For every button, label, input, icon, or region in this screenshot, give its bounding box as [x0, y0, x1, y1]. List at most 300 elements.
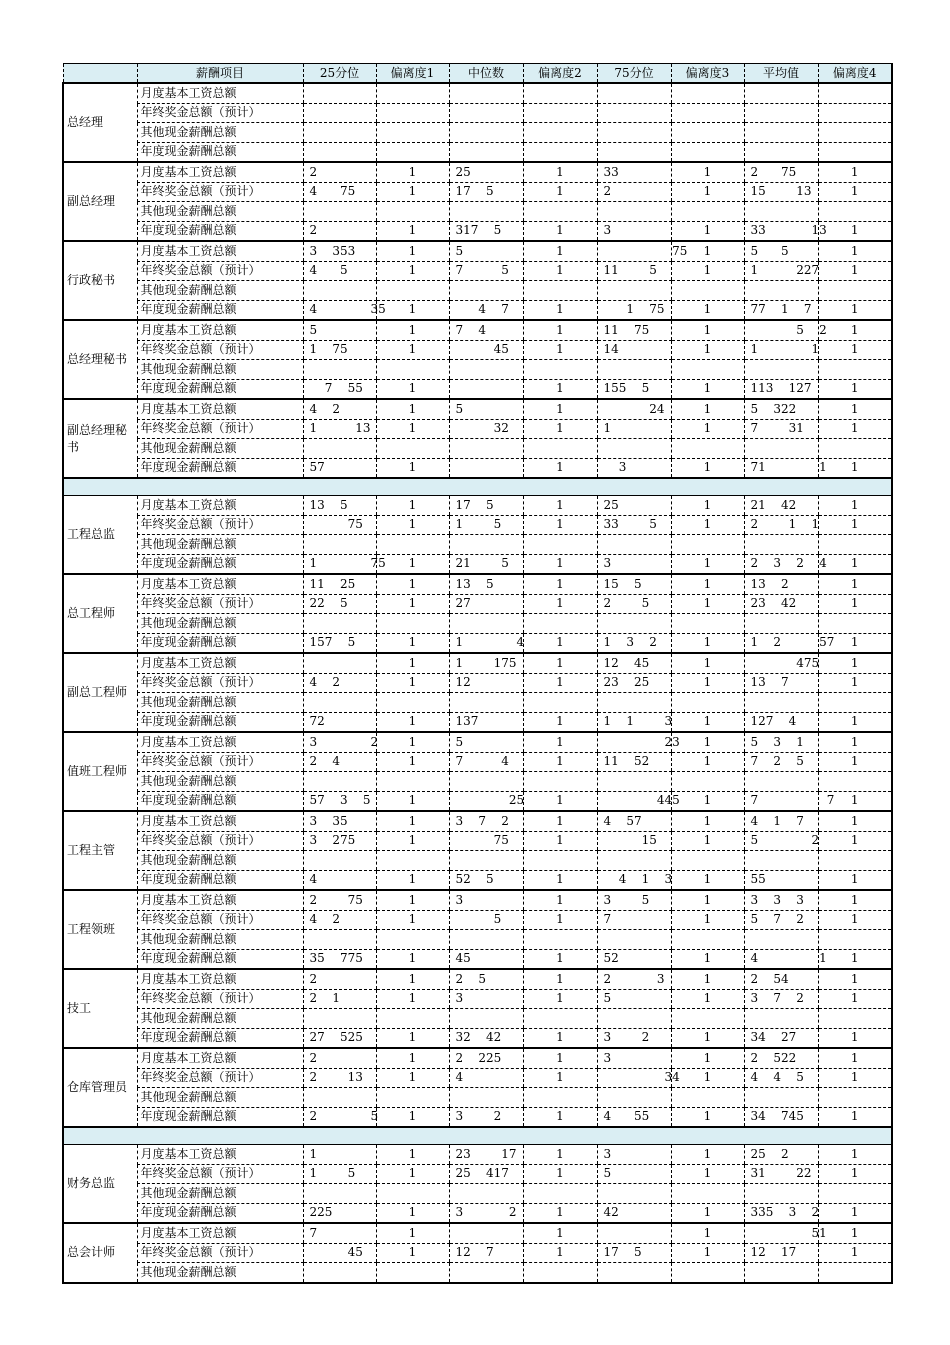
deviation-cell	[376, 772, 449, 792]
deviation-cell	[818, 851, 892, 871]
deviation-cell: 1	[818, 241, 892, 261]
separator-cell	[523, 1127, 597, 1145]
value-cell: 52	[597, 949, 671, 969]
table-row	[63, 732, 892, 752]
deviation-cell: 1	[818, 910, 892, 930]
deviation-cell: 1	[523, 1164, 597, 1184]
deviation-cell: 1	[523, 811, 597, 831]
value-cell	[449, 772, 523, 792]
value-cell: 1 2 57	[744, 633, 818, 653]
value-cell: 23 42	[744, 594, 818, 614]
deviation-cell: 1	[376, 1203, 449, 1223]
table-row	[63, 594, 892, 614]
deviation-cell: 1	[818, 419, 892, 439]
value-cell: 3 2	[303, 732, 376, 752]
deviation-cell	[376, 123, 449, 143]
deviation-cell: 1	[376, 1028, 449, 1048]
header-row	[63, 64, 892, 84]
separator-cell	[671, 478, 744, 496]
separator-cell	[449, 478, 523, 496]
deviation-cell	[671, 439, 744, 459]
value-cell	[449, 930, 523, 950]
deviation-cell: 1	[671, 1203, 744, 1223]
value-cell	[449, 83, 523, 103]
value-cell: 2 5	[449, 969, 523, 989]
item-label-cell: 年终奖金总额（预计）	[137, 261, 303, 281]
value-cell: 11 5	[597, 261, 671, 281]
value-cell: 71 1	[744, 458, 818, 478]
value-cell: 137	[449, 712, 523, 732]
value-cell	[303, 614, 376, 634]
table-row	[63, 202, 892, 222]
deviation-cell: 1	[523, 969, 597, 989]
value-cell	[597, 851, 671, 871]
value-cell	[744, 614, 818, 634]
value-cell: 7 31	[744, 419, 818, 439]
item-label-cell: 月度基本工资总额	[137, 890, 303, 910]
table-row	[63, 772, 892, 792]
value-cell: 2 1 1	[744, 515, 818, 535]
table-row	[63, 811, 892, 831]
deviation-cell	[523, 930, 597, 950]
value-cell: 1 75	[303, 554, 376, 574]
value-cell	[303, 535, 376, 555]
table-row	[63, 103, 892, 123]
value-cell: 34 745	[744, 1107, 818, 1127]
value-cell: 1 75	[597, 300, 671, 320]
deviation-cell	[523, 439, 597, 459]
deviation-cell: 1	[818, 340, 892, 360]
deviation-cell: 1	[818, 811, 892, 831]
value-cell: 33	[597, 162, 671, 182]
value-cell: 55	[744, 870, 818, 890]
deviation-cell: 1	[818, 989, 892, 1009]
deviation-cell: 1	[818, 554, 892, 574]
value-cell: 1 227	[744, 261, 818, 281]
deviation-cell: 1	[818, 1048, 892, 1068]
deviation-cell: 1	[671, 241, 744, 261]
value-cell: 13 7	[744, 673, 818, 693]
deviation-cell	[818, 281, 892, 301]
value-cell	[597, 614, 671, 634]
value-cell: 12	[449, 673, 523, 693]
item-label-cell: 其他现金薪酬总额	[137, 693, 303, 713]
value-cell: 2 3 2 4	[744, 554, 818, 574]
position-cell: 副总经理秘书	[63, 399, 137, 478]
deviation-cell: 1	[376, 989, 449, 1009]
deviation-cell	[376, 614, 449, 634]
deviation-cell: 1	[818, 1164, 892, 1184]
table-row	[63, 890, 892, 910]
item-label-cell: 月度基本工资总额	[137, 732, 303, 752]
table-row	[63, 162, 892, 182]
deviation-cell	[671, 930, 744, 950]
deviation-cell	[376, 930, 449, 950]
value-cell: 4 35	[303, 300, 376, 320]
item-label-cell: 年终奖金总额（预计）	[137, 831, 303, 851]
deviation-cell: 1	[818, 653, 892, 673]
value-cell	[597, 693, 671, 713]
value-cell: 33 5	[597, 515, 671, 535]
deviation-cell: 1	[523, 653, 597, 673]
section-separator	[63, 478, 892, 496]
deviation-cell: 1	[376, 1164, 449, 1184]
deviation-cell: 1	[671, 811, 744, 831]
deviation-cell: 1	[671, 712, 744, 732]
value-cell: 5	[597, 1164, 671, 1184]
deviation-cell: 1	[818, 1223, 892, 1243]
table-row	[63, 340, 892, 360]
table-row	[63, 300, 892, 320]
deviation-cell: 1	[523, 673, 597, 693]
value-cell: 14	[597, 340, 671, 360]
value-cell: 2	[303, 1048, 376, 1068]
value-cell: 11 75	[597, 320, 671, 340]
item-label-cell: 其他现金薪酬总额	[137, 1009, 303, 1029]
section-separator	[63, 1127, 892, 1145]
value-cell	[449, 142, 523, 162]
value-cell	[597, 1263, 671, 1283]
value-cell: 42	[597, 1203, 671, 1223]
value-cell	[597, 142, 671, 162]
table-row	[63, 1203, 892, 1223]
deviation-cell: 1	[523, 791, 597, 811]
deviation-cell	[818, 772, 892, 792]
table-row	[63, 1107, 892, 1127]
deviation-cell: 1	[818, 1145, 892, 1165]
value-cell: 75	[597, 241, 671, 261]
value-cell: 34	[597, 1068, 671, 1088]
table-row	[63, 653, 892, 673]
table-row	[63, 930, 892, 950]
value-cell	[303, 1184, 376, 1204]
value-cell	[597, 123, 671, 143]
value-cell: 17 5	[449, 496, 523, 516]
table-body	[63, 64, 892, 1283]
deviation-cell: 1	[376, 712, 449, 732]
value-cell: 1 3 2	[597, 633, 671, 653]
deviation-cell: 1	[523, 515, 597, 535]
separator-cell	[63, 1127, 137, 1145]
value-cell	[744, 772, 818, 792]
value-cell	[449, 851, 523, 871]
deviation-cell: 1	[671, 890, 744, 910]
value-cell	[744, 360, 818, 380]
deviation-cell: 1	[376, 1145, 449, 1165]
value-cell: 3 5	[597, 890, 671, 910]
position-cell: 仓库管理员	[63, 1048, 137, 1127]
deviation-cell: 1	[376, 811, 449, 831]
deviation-cell: 1	[523, 320, 597, 340]
table-row	[63, 1009, 892, 1029]
item-label-cell: 其他现金薪酬总额	[137, 281, 303, 301]
value-cell	[449, 379, 523, 399]
deviation-cell: 1	[671, 1048, 744, 1068]
deviation-cell	[523, 123, 597, 143]
value-cell: 2 3	[597, 969, 671, 989]
value-cell: 13 5	[449, 574, 523, 594]
deviation-cell	[671, 1009, 744, 1029]
deviation-cell	[671, 614, 744, 634]
deviation-cell: 1	[523, 419, 597, 439]
deviation-cell	[671, 851, 744, 871]
value-cell: 2 4	[303, 752, 376, 772]
value-cell	[597, 281, 671, 301]
value-cell: 2 75	[744, 162, 818, 182]
value-cell	[744, 851, 818, 871]
value-cell	[597, 1088, 671, 1108]
table-row	[63, 1088, 892, 1108]
deviation-cell: 1	[671, 831, 744, 851]
position-cell: 副总经理	[63, 162, 137, 241]
deviation-cell: 1	[818, 969, 892, 989]
deviation-cell: 1	[818, 515, 892, 535]
value-cell: 75	[303, 515, 376, 535]
table-row	[63, 989, 892, 1009]
value-cell: 5 7 2	[744, 910, 818, 930]
deviation-cell: 1	[523, 910, 597, 930]
deviation-cell: 1	[818, 732, 892, 752]
item-label-cell: 月度基本工资总额	[137, 969, 303, 989]
value-cell: 155 5	[597, 379, 671, 399]
position-cell: 总工程师	[63, 574, 137, 653]
value-cell: 2	[303, 969, 376, 989]
deviation-cell	[818, 930, 892, 950]
deviation-cell: 1	[671, 261, 744, 281]
position-cell: 工程主管	[63, 811, 137, 890]
deviation-cell: 1	[376, 949, 449, 969]
deviation-cell: 1	[523, 1068, 597, 1088]
deviation-cell: 1	[671, 1223, 744, 1243]
deviation-cell: 1	[376, 969, 449, 989]
header-cell: 偏离度4	[818, 64, 892, 84]
separator-cell	[376, 1127, 449, 1145]
deviation-cell	[818, 1009, 892, 1029]
deviation-cell	[376, 142, 449, 162]
value-cell: 4 1 7	[744, 811, 818, 831]
value-cell	[597, 202, 671, 222]
value-cell: 25	[449, 791, 523, 811]
value-cell	[744, 930, 818, 950]
value-cell: 7 4	[449, 320, 523, 340]
item-label-cell: 年度现金薪酬总额	[137, 300, 303, 320]
value-cell	[449, 614, 523, 634]
value-cell: 3 275	[303, 831, 376, 851]
item-label-cell: 年度现金薪酬总额	[137, 791, 303, 811]
deviation-cell	[671, 83, 744, 103]
item-label-cell: 年度现金薪酬总额	[137, 870, 303, 890]
item-label-cell: 月度基本工资总额	[137, 574, 303, 594]
value-cell: 2 225	[449, 1048, 523, 1068]
deviation-cell: 1	[818, 162, 892, 182]
value-cell	[597, 360, 671, 380]
table-row	[63, 693, 892, 713]
value-cell: 27	[449, 594, 523, 614]
header-cell: 75分位	[597, 64, 671, 84]
header-cell: 薪酬项目	[137, 64, 303, 84]
value-cell: 32	[449, 419, 523, 439]
deviation-cell: 1	[523, 831, 597, 851]
deviation-cell	[523, 83, 597, 103]
table-row	[63, 515, 892, 535]
value-cell: 52 5	[449, 870, 523, 890]
position-cell: 工程总监	[63, 496, 137, 575]
table-row	[63, 142, 892, 162]
value-cell	[744, 83, 818, 103]
item-label-cell: 年终奖金总额（预计）	[137, 673, 303, 693]
deviation-cell: 1	[523, 458, 597, 478]
value-cell: 4 2	[303, 399, 376, 419]
value-cell	[744, 142, 818, 162]
deviation-cell	[523, 693, 597, 713]
value-cell: 12 7	[449, 1243, 523, 1263]
position-cell: 总会计师	[63, 1223, 137, 1283]
value-cell: 157 5	[303, 633, 376, 653]
value-cell: 5	[597, 989, 671, 1009]
item-label-cell: 其他现金薪酬总额	[137, 535, 303, 555]
deviation-cell: 1	[523, 379, 597, 399]
table-row	[63, 320, 892, 340]
value-cell: 2 13	[303, 1068, 376, 1088]
item-label-cell: 月度基本工资总额	[137, 241, 303, 261]
value-cell: 4 1 3	[597, 870, 671, 890]
deviation-cell: 1	[671, 910, 744, 930]
value-cell: 2 5	[303, 1107, 376, 1127]
position-cell: 总经理秘书	[63, 320, 137, 399]
table-row	[63, 182, 892, 202]
value-cell: 475	[744, 653, 818, 673]
value-cell	[449, 1009, 523, 1029]
table-row	[63, 870, 892, 890]
value-cell	[597, 535, 671, 555]
deviation-cell: 1	[376, 870, 449, 890]
deviation-cell	[523, 202, 597, 222]
deviation-cell: 1	[376, 1068, 449, 1088]
value-cell: 5 5	[744, 241, 818, 261]
separator-cell	[597, 1127, 671, 1145]
table-row	[63, 791, 892, 811]
deviation-cell	[523, 535, 597, 555]
value-cell: 5	[449, 732, 523, 752]
value-cell	[449, 103, 523, 123]
value-cell: 2 1	[303, 989, 376, 1009]
value-cell: 31 22	[744, 1164, 818, 1184]
value-cell: 2	[303, 162, 376, 182]
header-cell: 偏离度2	[523, 64, 597, 84]
deviation-cell	[671, 142, 744, 162]
value-cell	[449, 535, 523, 555]
value-cell: 1 1	[744, 340, 818, 360]
table-row	[63, 1263, 892, 1283]
deviation-cell: 1	[671, 419, 744, 439]
table-row	[63, 1184, 892, 1204]
value-cell	[744, 693, 818, 713]
value-cell	[449, 360, 523, 380]
value-cell: 45	[449, 340, 523, 360]
separator-cell	[137, 478, 303, 496]
item-label-cell: 月度基本工资总额	[137, 162, 303, 182]
value-cell: 45	[449, 949, 523, 969]
value-cell	[597, 1223, 671, 1243]
deviation-cell	[523, 1263, 597, 1283]
deviation-cell: 1	[818, 1243, 892, 1263]
item-label-cell: 年度现金薪酬总额	[137, 142, 303, 162]
deviation-cell	[671, 1263, 744, 1283]
deviation-cell: 1	[376, 340, 449, 360]
table-row	[63, 281, 892, 301]
deviation-cell: 1	[818, 831, 892, 851]
deviation-cell	[671, 202, 744, 222]
deviation-cell: 1	[671, 458, 744, 478]
table-row	[63, 535, 892, 555]
value-cell: 15 13	[744, 182, 818, 202]
deviation-cell: 1	[376, 300, 449, 320]
value-cell: 1	[303, 1145, 376, 1165]
deviation-cell: 1	[523, 1107, 597, 1127]
value-cell	[303, 930, 376, 950]
position-cell: 副总工程师	[63, 653, 137, 732]
deviation-cell	[376, 1184, 449, 1204]
value-cell	[303, 281, 376, 301]
value-cell	[303, 1263, 376, 1283]
deviation-cell: 1	[376, 496, 449, 516]
deviation-cell: 1	[376, 791, 449, 811]
item-label-cell: 年终奖金总额（预计）	[137, 340, 303, 360]
deviation-cell	[818, 123, 892, 143]
table-row	[63, 439, 892, 459]
header-cell: 平均值	[744, 64, 818, 84]
deviation-cell	[818, 360, 892, 380]
deviation-cell: 1	[523, 712, 597, 732]
item-label-cell: 其他现金薪酬总额	[137, 614, 303, 634]
deviation-cell: 1	[376, 1048, 449, 1068]
deviation-cell	[671, 123, 744, 143]
deviation-cell: 1	[818, 1203, 892, 1223]
value-cell: 21 42	[744, 496, 818, 516]
value-cell: 2	[303, 221, 376, 241]
value-cell: 11 52	[597, 752, 671, 772]
value-cell: 13 2	[744, 574, 818, 594]
item-label-cell: 其他现金薪酬总额	[137, 851, 303, 871]
deviation-cell: 1	[376, 1243, 449, 1263]
value-cell: 5	[449, 241, 523, 261]
deviation-cell: 1	[818, 712, 892, 732]
item-label-cell: 年终奖金总额（预计）	[137, 594, 303, 614]
item-label-cell: 年终奖金总额（预计）	[137, 515, 303, 535]
value-cell: 4 75	[303, 182, 376, 202]
item-label-cell: 月度基本工资总额	[137, 320, 303, 340]
value-cell: 3	[597, 1048, 671, 1068]
value-cell	[597, 103, 671, 123]
table-row	[63, 419, 892, 439]
table-row	[63, 261, 892, 281]
deviation-cell: 1	[523, 752, 597, 772]
value-cell: 4	[449, 1068, 523, 1088]
deviation-cell: 1	[376, 752, 449, 772]
value-cell: 1 5	[303, 1164, 376, 1184]
table-row	[63, 379, 892, 399]
value-cell	[744, 439, 818, 459]
item-label-cell: 年终奖金总额（预计）	[137, 989, 303, 1009]
value-cell: 23	[597, 732, 671, 752]
value-cell: 4 5	[303, 261, 376, 281]
value-cell	[744, 1263, 818, 1283]
position-cell: 技工	[63, 969, 137, 1048]
deviation-cell: 1	[818, 261, 892, 281]
deviation-cell	[523, 103, 597, 123]
value-cell: 225	[303, 1203, 376, 1223]
item-label-cell: 年度现金薪酬总额	[137, 712, 303, 732]
